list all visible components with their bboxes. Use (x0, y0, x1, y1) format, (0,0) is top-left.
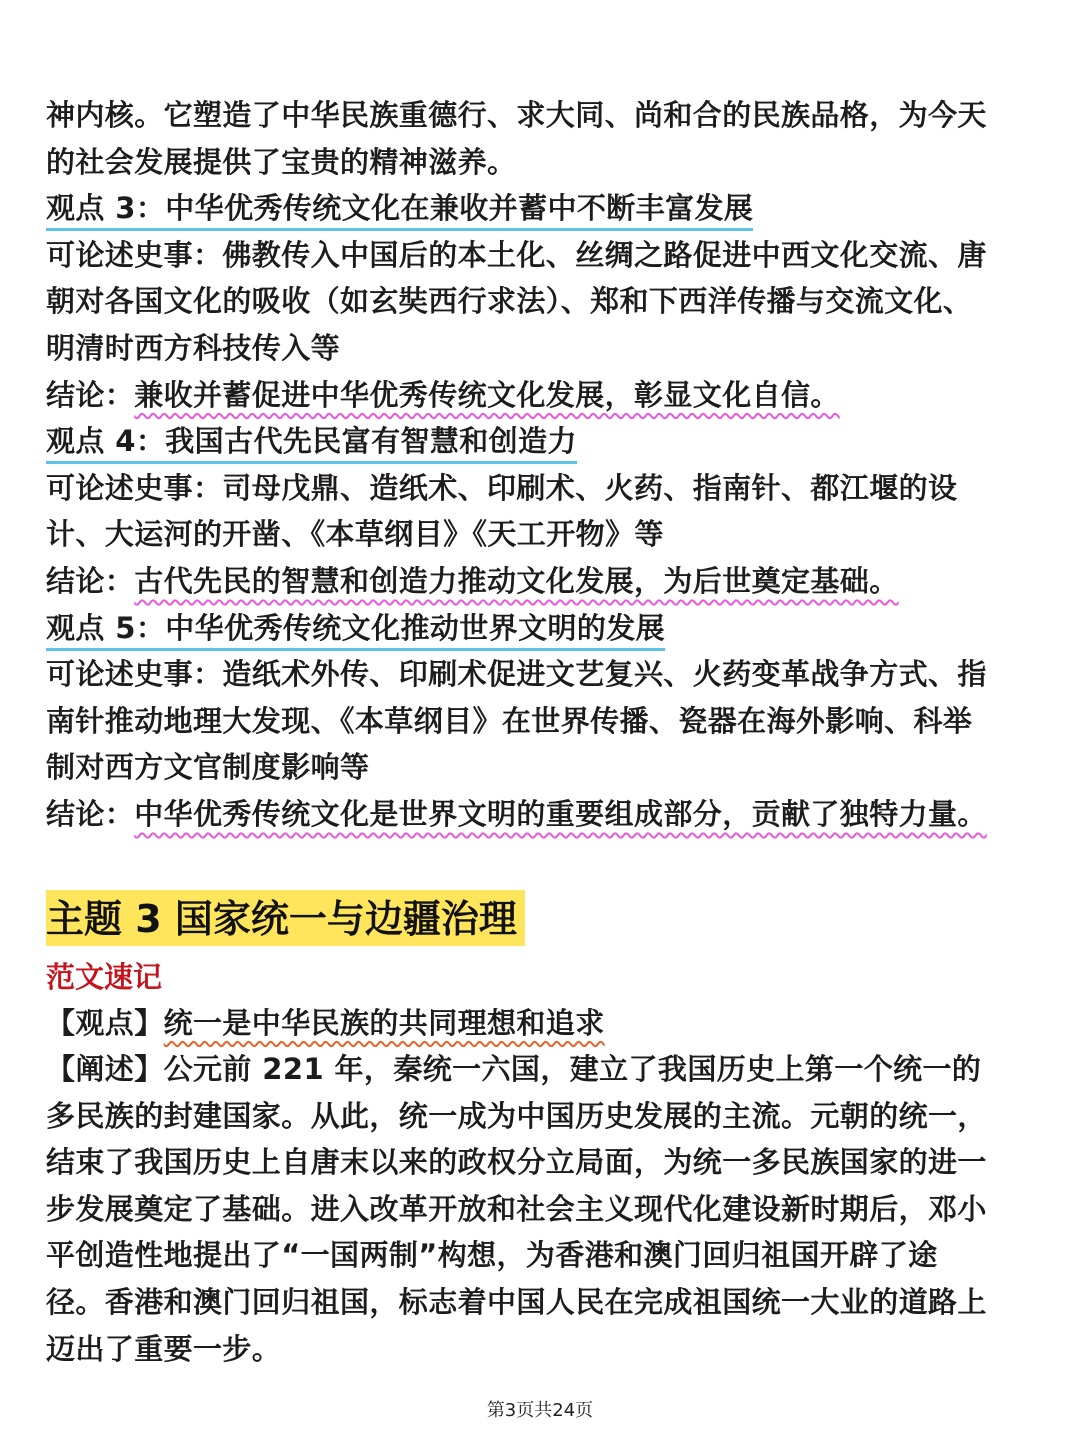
point-3-conclusion: 兼收并蓄促进中华优秀传统文化发展，彰显文化自信。 (134, 377, 840, 412)
point-5-heading-row (46, 605, 1038, 652)
point-3-facts-line-3: 明清时西方科技传入等 (46, 330, 341, 365)
intro-line-1: 神内核。它塑造了中华民族重德行、求大同、尚和合的民族品格，为今天 (46, 98, 987, 132)
point-5-heading: 观点 5：中华优秀传统文化推动世界文明的发展 (46, 608, 665, 651)
point-5-conclusion: 中华优秀传统文化是世界文明的重要组成部分，贡献了独特力量。 (134, 796, 987, 831)
point-4-heading-row (46, 418, 1038, 465)
point-5-facts-line-3: 制对西方文官制度影响等 (46, 750, 370, 785)
document-body (46, 92, 1038, 1372)
section-gap (46, 838, 1038, 890)
point-4-conclusion-label: 结论： (46, 563, 135, 598)
elaboration-line-3: 结束了我国历史上自唐末以来的政权分立局面，为统一多民族国家的进一 (46, 1145, 987, 1180)
viewpoint-row (46, 1000, 1038, 1047)
elaboration-line-6: 径。香港和澳门回归祖国，标志着中国人民在完成祖国统一大业的道路上 (46, 1285, 987, 1320)
point-3-conclusion-row (46, 372, 1038, 419)
point-4-conclusion: 古代先民的智慧和创造力推动文化发展，为后世奠定基础。 (134, 563, 899, 598)
theme-3-title: 主题 3 国家统一与边疆治理 (46, 890, 525, 946)
point-4-facts-line-1: 可论述史事：司母戊鼎、造纸术、印刷术、火药、指南针、都江堰的设 (46, 470, 958, 505)
point-3-facts-line-1: 可论述史事：佛教传入中国后的本土化、丝绸之路促进中西文化交流、唐 (46, 237, 987, 272)
elaboration-line-5: 平创造性地提出了“一国两制”构想，为香港和澳门回归祖国开辟了途 (46, 1238, 938, 1273)
elaboration-line-1: 【阐述】公元前 221 年，秦统一六国，建立了我国历史上第一个统一的 (46, 1052, 982, 1087)
point-4-conclusion-row (46, 558, 1038, 605)
elaboration-line-7: 迈出了重要一步。 (46, 1331, 282, 1366)
point-3-facts-line-2: 朝对各国文化的吸收（如玄奘西行求法）、郑和下西洋传播与交流文化、 (46, 284, 973, 319)
intro-line-2: 的社会发展提供了宝贵的精神滋养。 (46, 144, 517, 179)
point-4-facts-line-2: 计、大运河的开凿、《本草纲目》《天工开物》等 (46, 517, 664, 552)
point-5-facts-line-2: 南针推动地理大发现、《本草纲目》在世界传播、瓷器在海外影响、科举 (46, 703, 973, 738)
viewpoint-text: 统一是中华民族的共同理想和追求 (163, 1005, 605, 1040)
page-indicator: 第3页共24页 (486, 1400, 594, 1421)
viewpoint-label: 【观点】 (46, 1005, 164, 1040)
theme-3-header (46, 890, 1038, 948)
point-3-heading-row (46, 185, 1038, 232)
point-4-heading: 观点 4：我国古代先民富有智慧和创造力 (46, 421, 577, 464)
point-5-conclusion-row (46, 791, 1038, 838)
point-5-facts-line-1: 可论述史事：造纸术外传、印刷术促进文艺复兴、火药变革战争方式、指 (46, 657, 987, 692)
point-3-heading: 观点 3：中华优秀传统文化在兼收并蓄中不断丰富发展 (46, 188, 753, 231)
point-3-conclusion-label: 结论： (46, 377, 135, 412)
section-label: 范文速记 (46, 959, 163, 994)
point-5-conclusion-label: 结论： (46, 796, 135, 831)
elaboration-line-4: 步发展奠定了基础。进入改革开放和社会主义现代化建设新时期后，邓小 (46, 1191, 987, 1226)
elaboration-line-2: 多民族的封建国家。从此，统一成为中国历史发展的主流。元朝的统一， (46, 1098, 987, 1133)
